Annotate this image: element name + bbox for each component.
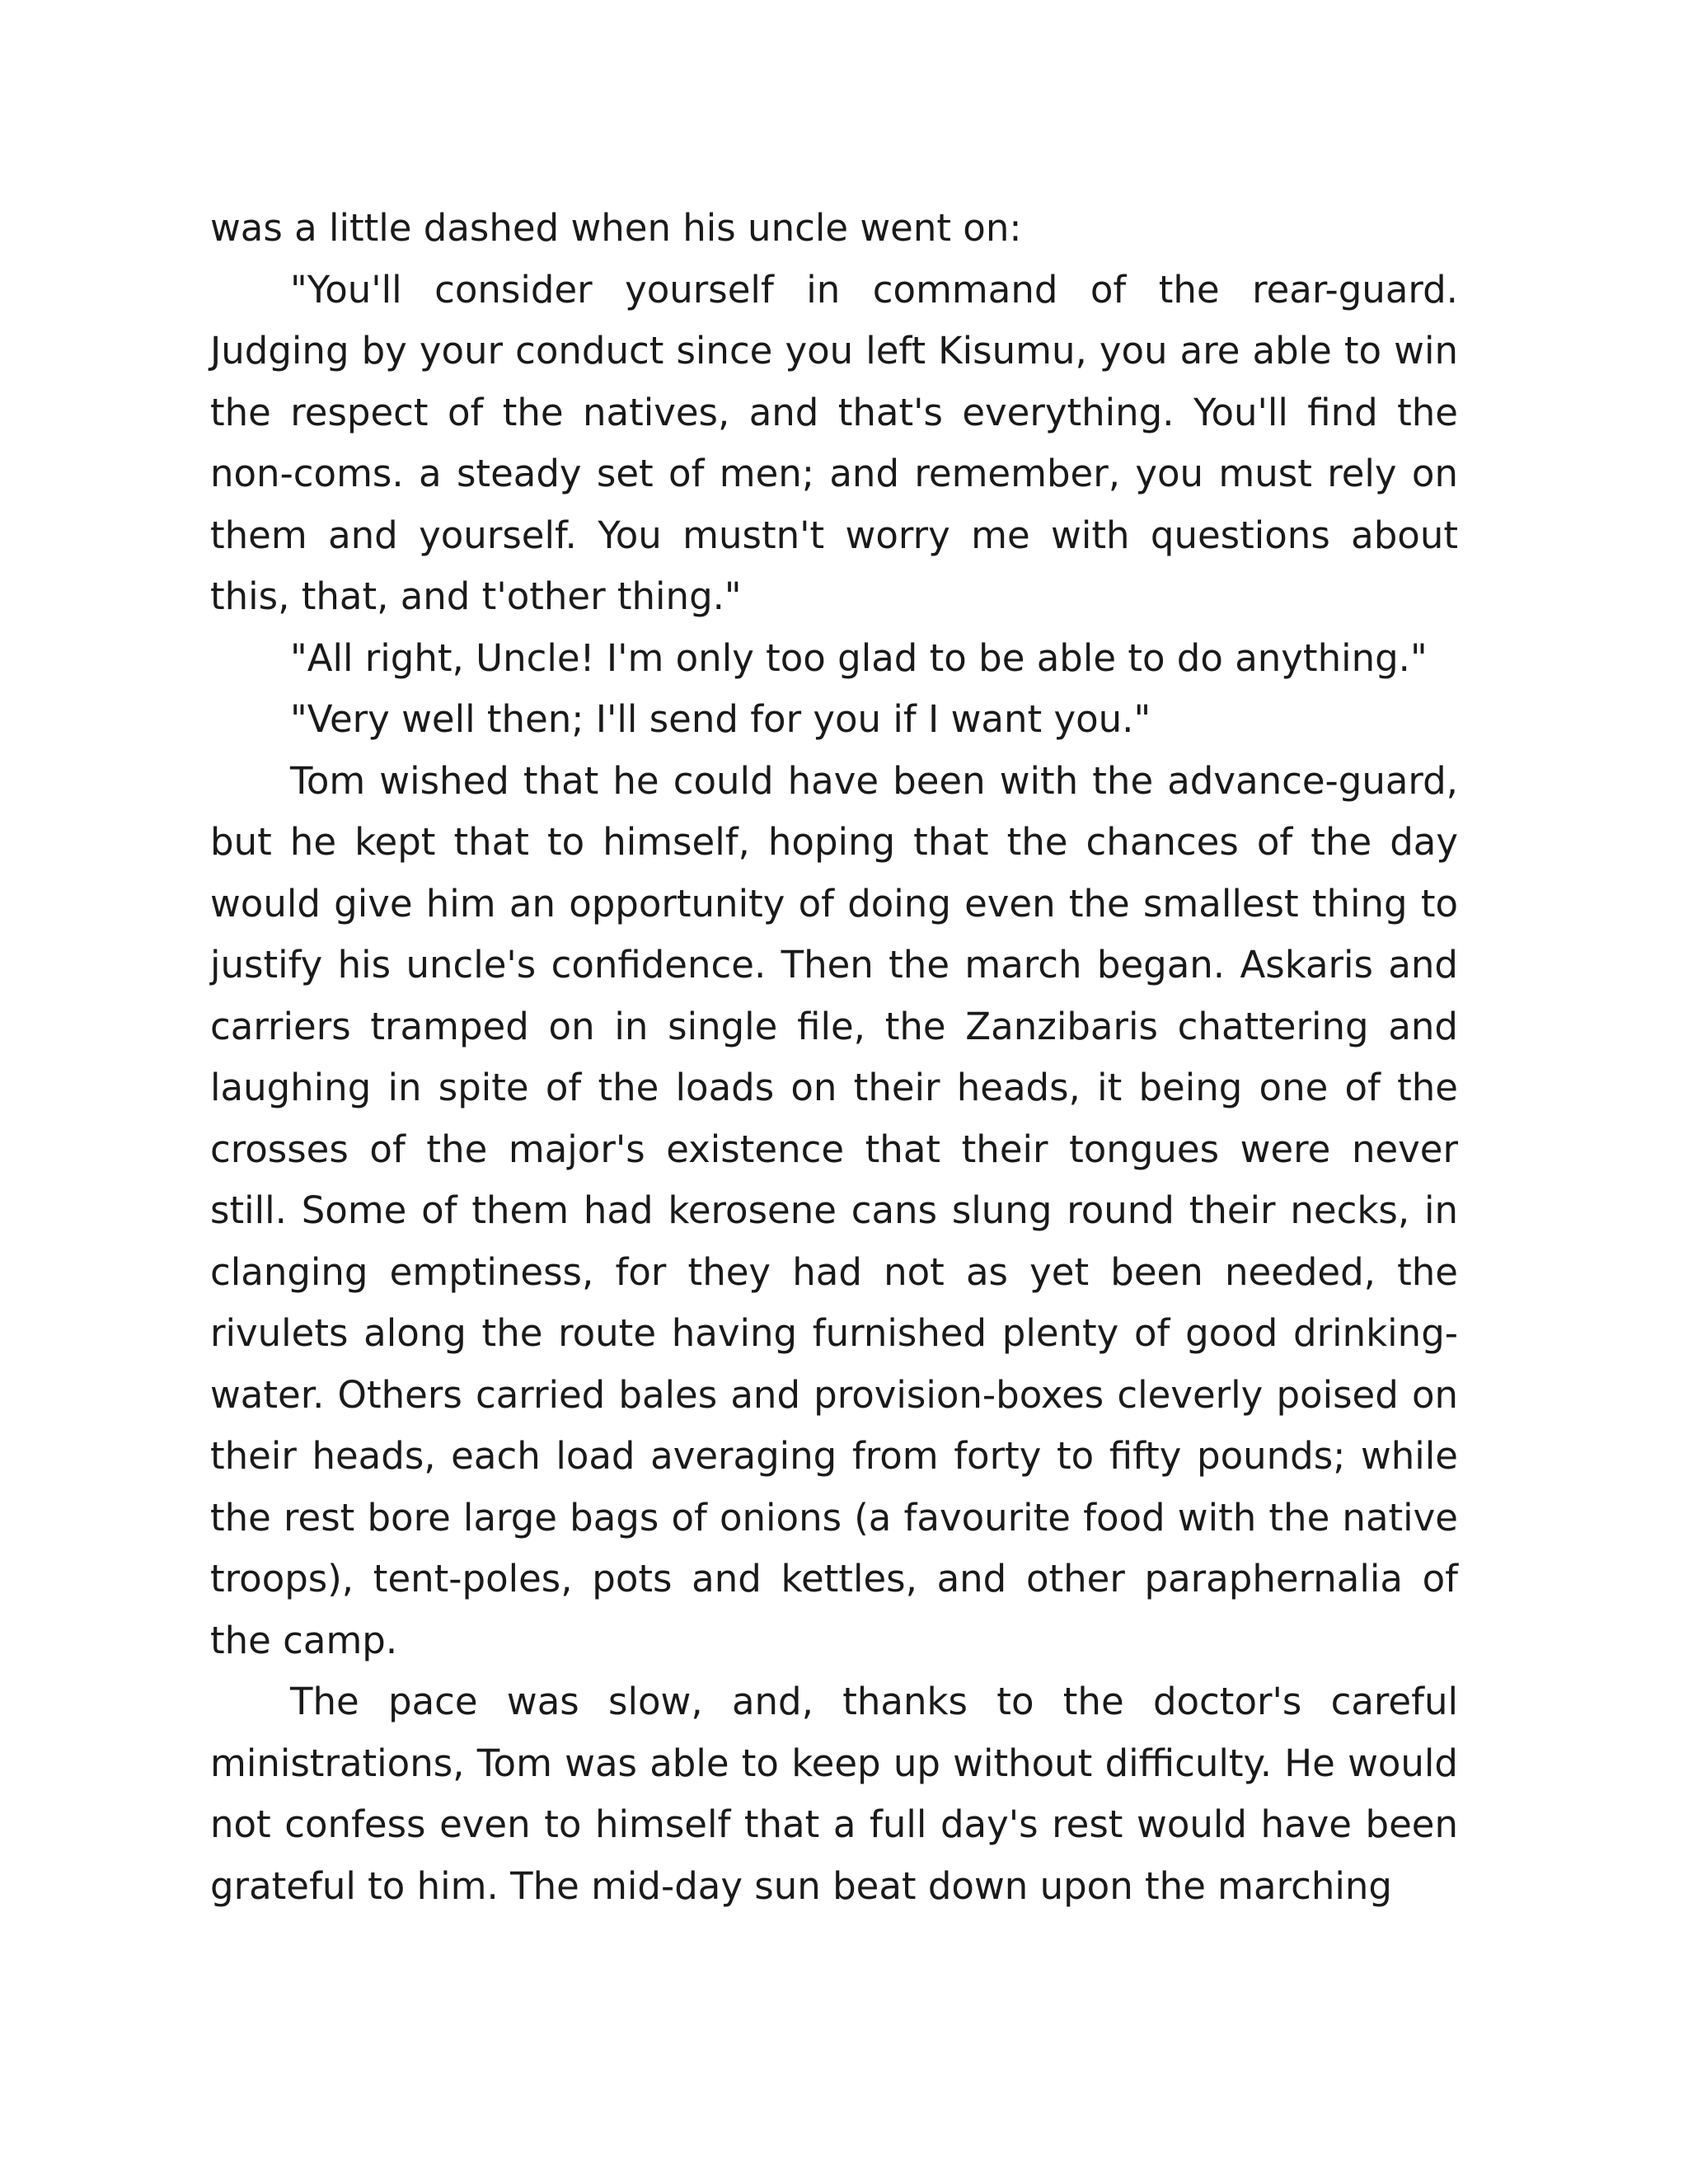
paragraph-continuation: was a little dashed when his uncle went on: <box>210 206 1022 250</box>
paragraph-march: Tom wished that he could have been with the advance-guard, but he kept that to himself, hoping that the chances of the day would give him an opportunity of doing even the smallest thing to justify his uncle's confidence. Then the march began. Askaris and carriers tramped on in single file, the Zanzibaris chattering and laughing in spite of the loads on their heads, it being one of the crosses of the major's existence that their tongues were never still. Some of them had kerosene cans slung round their necks, in clanging emptiness, for they had not as yet been needed, the rivulets along the route having furnished plenty of good drinking-water. Others carried bales and provision-boxes cleverly poised on their heads, each load averaging from forty to fifty pounds; while the rest bore large bags of onions (a favourite food with the native troops), tent-poles, pots and kettles, and other paraphernalia of the camp. <box>210 758 1458 1662</box>
paragraph-dialogue-uncle: "You'll consider yourself in command of the rear-guard. Judging by your conduct since you left Kisumu, you are able to win the respect of the natives, and that's everything. You'll find the non-coms. a steady set of men; and remember, you must rely on them and yourself. You mustn't worry me with questions about this, that, and t'other thing." <box>210 267 1458 618</box>
body-text <box>210 198 1458 1917</box>
paragraph-dialogue-tom: "All right, Uncle! I'm only too glad to be able to do anything." <box>290 635 1428 680</box>
paragraph-dialogue-uncle-reply: "Very well then; I'll send for you if I want you." <box>290 697 1151 741</box>
paragraph-pace: The pace was slow, and, thanks to the doctor's careful ministrations, Tom was able to keep up without difficulty. He would not confess even to himself that a full day's rest would have been grateful to him. The mid-day sun beat down upon the marching <box>210 1680 1458 1908</box>
